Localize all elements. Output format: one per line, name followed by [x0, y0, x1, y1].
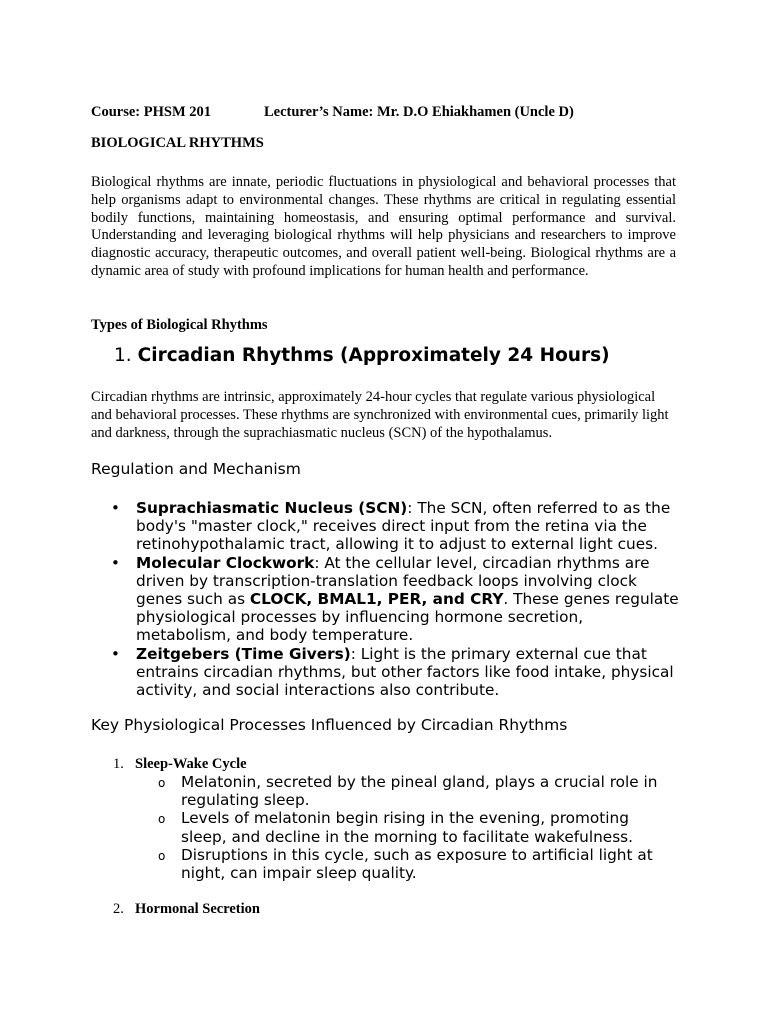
- sub-item-text: Melatonin, secreted by the pineal gland, plays a crucial role in regulating sleep.: [181, 773, 658, 810]
- list-item: [0, 499, 681, 554]
- item-number: 1.: [113, 756, 124, 772]
- bullet-term: Molecular Clockwork: [136, 553, 315, 572]
- course-code: Course: PHSM 201: [91, 104, 212, 120]
- sleep-wake-sub-list: [0, 773, 768, 882]
- circadian-heading: [114, 345, 610, 366]
- circle-bullet-icon: o: [158, 776, 166, 790]
- circadian-number: 1.: [114, 345, 132, 366]
- list-item: [0, 554, 681, 645]
- sub-item-text: Levels of melatonin begin rising in the evening, promoting sleep, and decline in the morning to facilitate wakefulness.: [181, 809, 634, 846]
- list-item: [0, 645, 681, 700]
- bullet-icon: •: [111, 499, 120, 517]
- circle-bullet-icon: o: [158, 812, 166, 827]
- course-header: [91, 104, 574, 121]
- circadian-title: Circadian Rhythms (Approximately 24 Hours): [137, 345, 610, 366]
- key-processes-heading: Key Physiological Processes Influenced by Circadian Rhythms: [91, 716, 568, 734]
- intro-paragraph: Biological rhythms are innate, periodic fluctuations in physiological and behavioral processes that help organisms adapt to environmental changes. These rhythms are critical in regulating essential bodily functions, maintaining homeostasis, and ensuring optimal performance and survival. Understanding and leveraging biological rhythms will help physicians and researchers to improve diagnostic accuracy, therapeutic outcomes, and overall patient well-being. Biological rhythms are a dynamic area of study with profound implications for human health and performance.: [91, 174, 676, 279]
- item-number: 2.: [113, 901, 124, 917]
- item-title: Sleep-Wake Cycle: [135, 756, 247, 772]
- list-item: [0, 773, 676, 809]
- bullet-icon: •: [111, 644, 120, 663]
- item-title: Hormonal Secretion: [135, 901, 260, 917]
- circle-bullet-icon: o: [158, 848, 166, 863]
- bullet-text: : Light is the primary external cue that entrains circadian rhythms, but other factors like food intake, physical activity, and social interactions also contribute.: [136, 644, 674, 700]
- types-heading: Types of Biological Rhythms: [91, 317, 268, 333]
- sub-item-text: Disruptions in this cycle, such as exposure to artificial light at night, can impair sleep quality.: [181, 845, 653, 883]
- list-item: [0, 809, 676, 845]
- document-title: BIOLOGICAL RHYTHMS: [91, 135, 264, 151]
- regulation-bullet-list: [0, 499, 768, 699]
- bullet-icon: •: [111, 553, 120, 572]
- bullet-text: : The SCN, often referred to as the body's "master clock," receives direct input from the retina via the retinohypothalamic tract, allowing it to adjust to external light cues.: [136, 499, 671, 554]
- list-item: [0, 846, 676, 882]
- bullet-term: Zeitgebers (Time Givers): [136, 644, 351, 663]
- clock-genes: CLOCK, BMAL1, PER, and CRY: [249, 590, 504, 609]
- bullet-term: Suprachiasmatic Nucleus (SCN): [136, 499, 408, 517]
- lecturer-name: Lecturer’s Name: Mr. D.O Ehiakhamen (Uncle D): [264, 104, 574, 120]
- bullet-text: . These genes regulate physiological processes by influencing hormone secretion, metabolism, and body temperature.: [136, 590, 679, 645]
- circadian-paragraph: Circadian rhythms are intrinsic, approximately 24-hour cycles that regulate various physiological and behavioral processes. These rhythms are synchronized with environmental cues, primarily light and darkness, through the suprachiasmatic nucleus (SCN) of the hypothalamus.: [91, 389, 669, 441]
- bullet-text: : At the cellular level, circadian rhythms are driven by transcription-translation feedback loops involving clock genes such as: [136, 553, 650, 609]
- regulation-heading: Regulation and Mechanism: [91, 460, 301, 478]
